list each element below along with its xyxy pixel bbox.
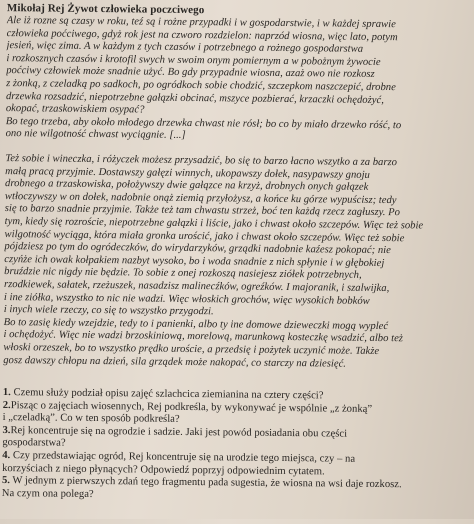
text-line: i inych wiele rzeczy, co się to wszystko przygodzi. (3, 304, 214, 318)
text-line: wtłoczywszy w on dołek, nadobnie onąż ziemią przyłożysz, a końce ku górze wypuścisz; tedy (4, 190, 397, 206)
text-line: okopać, trzaskowiskiem osypać? (5, 103, 145, 116)
question-text: Pisząc o zajęciach wiosennych, Rej podkreśla, by wykonywać je wspólnie „z żonką” (10, 399, 373, 415)
text-line: Też sobie i wineczka, i różyczek możesz przysadzić, bo się to barzo łacno wszytko a za barzo (5, 153, 398, 169)
text-line: człowieka poćciwego, gdyż rok jest na czworo rozdzielon: naprzód wiosna, więc lato, potym (6, 27, 398, 43)
question-4-cont: korzyściach z niego płynących? Odpowiedź poprzyj odpowiednim cytatem. (2, 462, 325, 477)
text-line: poćciwy człowiek może snadnie użyć. Bo gdy przypadnie wiosna, azaż owo nie rozkosz (6, 65, 375, 81)
question-text: Czy przedstawiając ogród, Rej koncentruje się na urodzie tego miejsca, czy – na (12, 450, 356, 465)
question-number: 1. (2, 387, 11, 399)
text-line: Bo to zasię kiedy wzejdzie, tedy to i panienki, albo ty ine domowe dzieweczki mogą wypleć (3, 316, 389, 332)
text-line: drzewka rozsadzić, niepotrzebne gałązki obcinać, mszyce pozbierać, krzaczki ochędożyć, (5, 90, 384, 106)
text-line: i ine ziółka, wszystko to nic nie wadzi. Więc włoskich grochów, więc wysokich bobków (3, 291, 370, 307)
question-text: W jednym z pierwszych zdań tego fragmentu pada sugestia, że wiosna na wsi daje rozkosz. (12, 475, 402, 491)
text-line: pójdziesz po tym do ogródeczków, do wirydarzyków, grządki nadobnie kaźesz pokopać; nie (4, 241, 391, 257)
question-text: Rej koncentruje się na ogrodzie i sadzie. Jaki jest powód posiadania obu części (10, 424, 348, 440)
question-number: 4. (2, 450, 11, 462)
text-line: i rozkosznych czasów i krotofil swych w swoim onym pomiernym a w pobożnym żywocie (6, 52, 381, 68)
text-line: małą pracą przyjmie. Dostawszy gałęzi winnych, ukopawszy dołek, nasypawszy gnoju (5, 165, 370, 181)
text-line: bruździe nic nigdy nie będzie. To sobie z onej rozkoszą nasiejesz ziółek potrzebnych, (4, 266, 362, 282)
question-3-cont: gospodarstwa? (2, 437, 66, 450)
text-line: Ale iż rozne są czasy w roku, teź są i rożne przypadki i w gospodarstwie, i w każdej sprawie (6, 15, 396, 31)
excerpt-paragraph-1 (6, 15, 469, 146)
text-line: czyńże ich owak kołpakiem nazbyt wysoko, bo i woda snadnie z nich spłynie i w głębokiej (4, 253, 385, 269)
text-line: włoski orzeszek, bo to wszystko prędko uroście, a przedsię i pożytek uczynić może. Także (3, 341, 380, 357)
question-5-cont: Na czym ona polega? (1, 487, 94, 500)
text-line: jesień, więc zima. A w każdym z tych czasów i potrzebnego a rożnego gospodarstwa (6, 40, 364, 55)
question-2-cont: i „czeladką”. Co w ten sposób podkreśla? (2, 412, 180, 426)
question-number: 5. (1, 475, 11, 487)
text-line: i ochędożyć. Więc nie wadzi brzoskiniową, morelową, marunkową kosteczkę wsadzić, albo też (3, 329, 404, 345)
text-line: z żonką, z czeladką po sadkoch, po ogródkoch sobie chodzić, szczepkom naszczepić, drobne (6, 78, 396, 94)
question-text: Czemu służy podział opisu zajęć szlachcica ziemianina na cztery części? (13, 387, 324, 402)
text-line: Bo tego trzeba, aby około młodego drzewka chwast nie rósł; bo co by miało drzewko róść, to (5, 115, 402, 131)
text-line: gosz dawszy chłopu na dzień, sila grządek może nakopać, co starczy na dziesięć. (3, 354, 347, 370)
text-line: tym, kiedy się rozroście, niepotrzebne gałązki i liście, jako i chwast około szczepów. Więc też sobie (4, 216, 424, 232)
text-line: rzodkiewek, sałatek, rzeżuszek, nasadzisz malinecźków, ogreźków. I majoranik, i szalwijka, (3, 278, 390, 295)
document-title: Mikołaj Rej Żywot człowieka poczciwego (6, 2, 205, 17)
text-line: drobnego a trzaskowiska, położywszy dwie gałązce na krzyż, drobnych onych gałązek (5, 178, 369, 194)
text-line: ono nie wilgotność chwast wyciągnie. [...] (5, 128, 186, 142)
text-line: się to barzo snadnie przyjmie. Także też tam chwastu strzeż, boć ten każdą rzecz zagłuszy. Po (4, 203, 401, 219)
excerpt-paragraph-2 (3, 153, 467, 372)
question-number: 2. (2, 399, 11, 411)
text-line: wilgotność wyciąga, która miała gronka urościć, jako i chwast około szczepów. Więc też sobie (4, 228, 405, 244)
questions-list (2, 387, 465, 505)
question-number: 3. (2, 424, 11, 436)
